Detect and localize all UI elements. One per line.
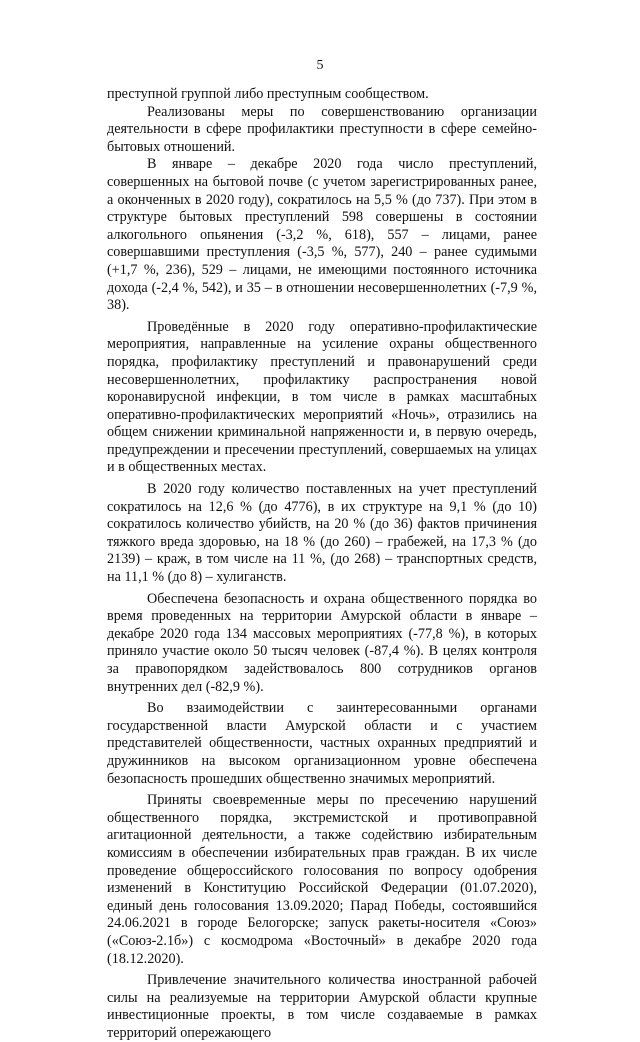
paragraph-crime-reduction: В 2020 году количество поставленных на учет преступлений сократилось на 12,6 % (до 4776), в их структуре на 9,1 % (до 10) сократилось количество убийств, на 20 % (до 36) фактов причинения тяжкого вреда здоровью, на 18 % (до 260) – грабежей, на 17,3 % (до 2139) – краж, в том числе на 11 %, (до 268) – транспортных средств, на 11,1 % (до 8) – хулиганств. bbox=[107, 481, 537, 586]
paragraph-foreign-labor: Привлечение значительного количества иностранной рабочей силы на реализуемые на территории Амурской области крупные инвестиционные проекты, в том числе создаваемые в рамках территорий опережающего bbox=[107, 972, 537, 1041]
paragraph-preventive-measures: Проведённые в 2020 году оперативно-профилактические мероприятия, направленные на усиление охраны общественного порядка, профилактику преступлений и правонарушений среди несовершеннолетних, профилактику распространения новой коронавирусной инфекции, в том числе в рамках масштабных оперативно-профилактических мероприятий «Ночь», отразились на общем снижении криминальной напряженности и, в первую очередь, предупреждении и пресечении преступлений, совершаемых на улицах и в общественных местах. bbox=[107, 318, 537, 476]
page-number: 5 bbox=[316, 58, 324, 73]
document-body bbox=[107, 86, 537, 1042]
paragraph-continuation: преступной группой либо преступным сообществом. bbox=[107, 86, 429, 102]
paragraph-election-support: Приняты своевременные меры по пресечению нарушений общественного порядка, экстремистской и противоправной агитационной деятельности, а также содействию избирательным комиссиям в обеспечении избирательных прав граждан. В их числе проведение общероссийского голосования по вопросу одобрения изменений в Конституцию Российской Федерации (01.07.2020), единый день голосования 13.09.2020; Парад Победы, состоявшийся 24.06.2021 в городе Белогорске; запуск ракеты-носителя «Союз» («Союз-2.1б») с космодрома «Восточный» в декабре 2020 года (18.12.2020). bbox=[107, 792, 537, 967]
paragraph-interagency-cooperation: Во взаимодействии с заинтересованными органами государственной власти Амурской области и с участием представителей общественности, частных охранных предприятий и дружинников на высоком организационном уровне обеспечена безопасность прошедших общественно значимых мероприятий. bbox=[107, 700, 537, 787]
paragraph-family-crime-prevention: Реализованы меры по совершенствованию организации деятельности в сфере профилактики преступности в сфере семейно-бытовых отношений. bbox=[107, 103, 537, 155]
paragraph-public-events-security: Обеспечена безопасность и охрана общественного порядка во время проведенных на территории Амурской области в январе – декабре 2020 года 134 массовых мероприятиях (-77,8 %), в которых приняло участие около 50 тысяч человек (-87,4 %). В целях контроля за правопорядком задействовалось 800 сотрудников органов внутренних дел (-82,9 %). bbox=[107, 590, 537, 695]
paragraph-domestic-crime-stats: В январе – декабре 2020 года число преступлений, совершенных на бытовой почве (с учетом зарегистрированных ранее, а оконченных в 2020 году), сократилось на 5,5 % (до 737). При этом в структуре бытовых преступлений 598 совершены в состоянии алкогольного опьянения (-3,2 %, 618), 557 – лицами, ранее совершавшими преступления (-3,5 %, 577), 240 – ранее судимыми (+1,7 %, 236), 529 – лицами, не имеющими постоянного источника дохода (-2,4 %, 542), и 35 – в отношении несовершеннолетних (-7,9 %, 38). bbox=[107, 156, 537, 314]
